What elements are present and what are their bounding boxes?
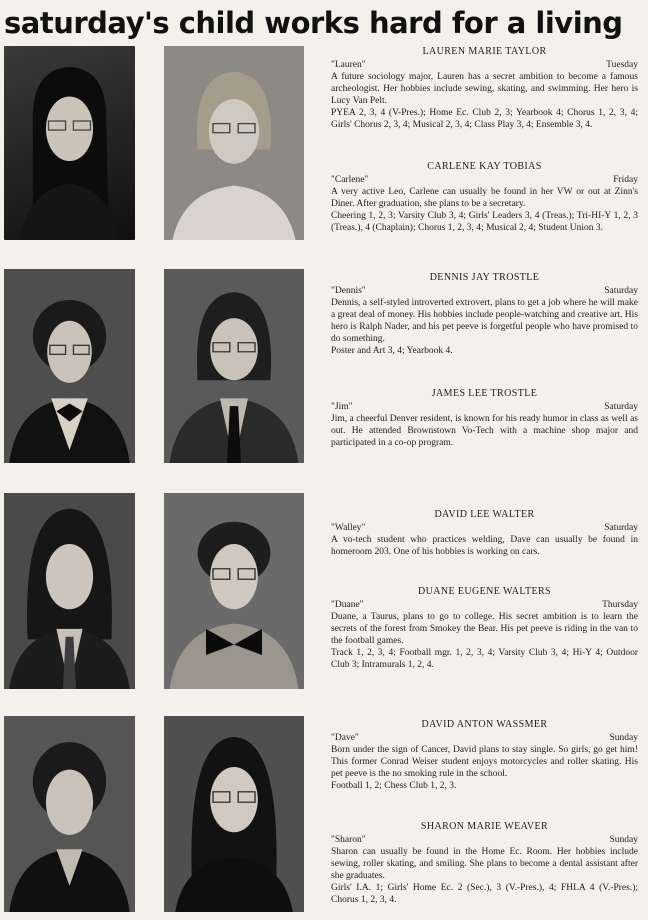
student-nickname: "Lauren" <box>331 60 366 70</box>
student-bio: Dennis, a self-styled introverted extrovert, plans to get a job where he will make a great deal of money. His hobbies include people-watching and creative art. His hero is Ralph Nader, and his pet peeve is forgetful people who have promised to do something. <box>331 298 638 344</box>
student-nickname: "Sharon" <box>331 835 366 845</box>
student-entry-david-wassmer <box>331 719 638 792</box>
portrait-dennis-trostle <box>4 269 135 463</box>
student-activities: Girls' I.A. 1; Girls' Home Ec. 2 (Sec.), 3 (V.-Pres.), 4; FHLA 4 (V.-Pres.); Chorus 1, 2, 3, 4. <box>331 883 638 905</box>
student-name: SHARON MARIE WEAVER <box>420 821 549 832</box>
birth-day: Friday <box>613 175 638 185</box>
portrait-david-walter <box>4 493 135 689</box>
student-entry-david-walter <box>331 509 638 558</box>
student-entry-james-trostle <box>331 388 638 449</box>
student-entry-duane-walters <box>331 586 638 671</box>
birth-day: Saturday <box>604 286 638 296</box>
student-name: JAMES LEE TROSTLE <box>431 388 538 399</box>
birth-day: Sunday <box>609 733 638 743</box>
student-bio: A future sociology major, Lauren has a secret ambition to become a famous archeologist. Her hobbies include sewing, skating, and swimming. Her hero is Lucy Van Pelt. <box>331 72 638 106</box>
student-bio: A very active Leo, Carlene can usually be found in her VW or out at Zinn's Diner. After graduation, she plans to be a secretary. <box>331 187 638 209</box>
student-entry-lauren-taylor <box>331 46 638 131</box>
student-nickname: "Dennis" <box>331 286 366 296</box>
student-bio: Born under the sign of Cancer, David plans to stay single. So girls, go get him! This former Conrad Weiser student enjoys motorcycles and roller skating. His pet peeve is the no smoking rule in the school. <box>331 745 638 779</box>
student-name: CARLENE KAY TOBIAS <box>427 161 542 172</box>
page-heading: saturday's child works hard for a living <box>4 6 623 40</box>
student-bio: Jim, a cheerful Denver resident, is known for his ready humor in class as well as out. He attended Brownstown Vo-Tech with a machine shop major and participated in a co-op program. <box>331 414 638 448</box>
student-activities: Cheering 1, 2, 3; Varsity Club 3, 4; Girls' Leaders 3, 4 (Treas.); Tri-HI-Y 1, 2, 3 (Treas.), 4 (Chaplain); Chorus 1, 2, 3, 4; Musical 2, 4; Student Union 3. <box>331 211 638 233</box>
portrait-james-trostle <box>164 269 304 463</box>
birth-day: Saturday <box>604 523 638 533</box>
birth-day: Saturday <box>604 402 638 412</box>
student-activities: PYEA 2, 3, 4 (V-Pres.); Home Ec. Club 2, 3; Yearbook 4; Chorus 1, 2, 3, 4; Girls' Chorus 2, 3, 4; Musical 2, 3, 4; Class Play 3, 4; Ensemble 3, 4. <box>331 108 638 130</box>
student-name: LAUREN MARIE TAYLOR <box>422 46 547 57</box>
student-name: DAVID ANTON WASSMER <box>421 719 548 730</box>
student-entry-sharon-weaver <box>331 821 638 906</box>
student-name: DAVID LEE WALTER <box>434 509 535 520</box>
student-nickname: "Dave" <box>331 733 359 743</box>
student-bio: Duane, a Taurus, plans to go to college. His secret ambition is to learn the secrets of the forest from Smokey the Bear. His pet peeve is riding in the van to the football games. <box>331 612 638 646</box>
student-nickname: "Duane" <box>331 600 364 610</box>
birth-day: Thursday <box>602 600 638 610</box>
birth-day: Sunday <box>609 835 638 845</box>
student-entry-carlene-tobias <box>331 161 638 234</box>
student-activities: Football 1, 2; Chess Club 1, 2, 3. <box>331 781 457 791</box>
student-nickname: "Jim" <box>331 402 353 412</box>
student-entry-dennis-trostle <box>331 272 638 357</box>
student-activities: Poster and Art 3, 4; Yearbook 4. <box>331 346 453 356</box>
portrait-lauren-taylor <box>4 46 135 240</box>
student-bio: A vo-tech student who practices welding, Dave can usually be found in homeroom 203. One of his hobbies is working on cars. <box>331 535 638 557</box>
birth-day: Tuesday <box>606 60 638 70</box>
portrait-david-wassmer <box>4 716 135 912</box>
student-nickname: "Carlene" <box>331 175 369 185</box>
student-name: DENNIS JAY TROSTLE <box>429 272 540 283</box>
student-name: DUANE EUGENE WALTERS <box>418 586 551 597</box>
student-activities: Track 1, 2, 3, 4; Football mgr. 1, 2, 3, 4; Varsity Club 3, 4; Hi-Y 4; Outdoor Club 3; Intramurals 1, 2, 4. <box>331 648 638 670</box>
student-bio: Sharon can usually be found in the Home Ec. Room. Her hobbies include sewing, roller skating, and smiling. She plans to become a dental assistant after she graduates. <box>331 847 638 881</box>
portrait-sharon-weaver <box>164 716 304 912</box>
portrait-duane-walters <box>164 493 304 689</box>
student-nickname: "Walley" <box>331 523 366 533</box>
portrait-carlene-tobias <box>164 46 304 240</box>
